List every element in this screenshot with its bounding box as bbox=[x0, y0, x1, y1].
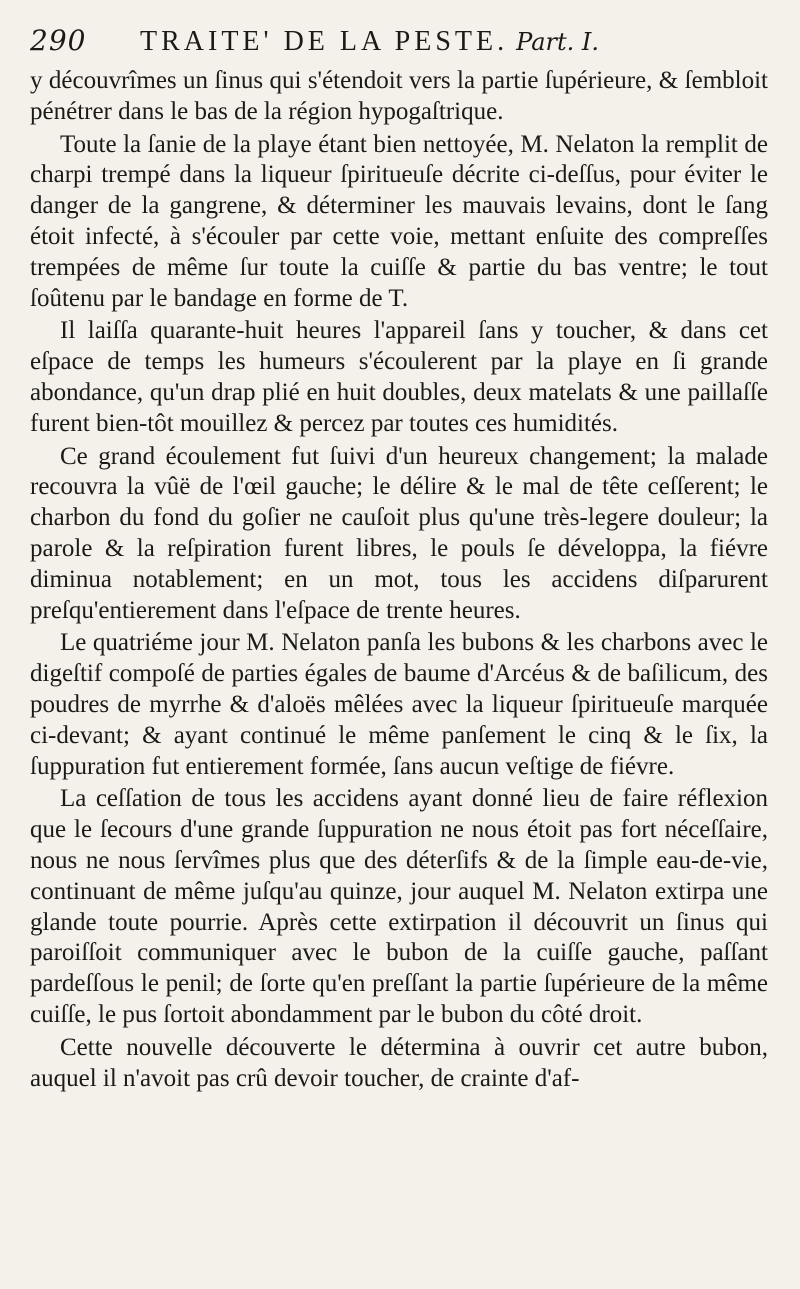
paragraph: Ce grand écoulement fut ſuivi d'un heureux changement; la malade recouvra la vûë de l'œil gauche; le délire & le mal de tête ceſſerent; le charbon du fond du goſier ne cauſoit plus qu'une très-legere douleur; la parole & la reſpiration furent libres, le pouls ſe développa, la fiévre diminua notablement; en un mot, tous les accidens diſparurent preſqu'entierement dans l'eſpace de trente heures. bbox=[30, 442, 768, 624]
paragraph: Cette nouvelle découverte le détermina à ouvrir cet autre bubon, auquel il n'avoit pas crû devoir toucher, de crainte d'af- bbox=[30, 1033, 768, 1092]
page-number: 290 bbox=[30, 24, 87, 57]
paragraph: La ceſſation de tous les accidens ayant donné lieu de faire réflexion que le ſecours d'une grande ſuppuration ne nous étoit pas fort néceſſaire, nous ne nous ſervîmes plus que des déterſifs & de la ſimple eau-de-vie, continuant de même juſqu'au quinze, jour auquel M. Nelaton extirpa une glande toute pourrie. Après cette extirpation il découvrit un ſinus qui paroiſſoit communiquer avec le bubon de la cuiſſe gauche, paſſant pardeſſous le penil; de ſorte qu'en preſſant la partie ſupérieure de la même cuiſſe, le pus ſortoit abondamment par le bubon du côté droit. bbox=[30, 785, 768, 1028]
part-label: Part. I. bbox=[516, 28, 600, 56]
page-body bbox=[30, 66, 768, 1096]
running-title: TRAITE' DE LA PESTE. bbox=[140, 26, 509, 57]
paragraph: Toute la ſanie de la playe étant bien nettoyée, M. Nelaton la remplit de charpi trempé dans la liqueur ſpiritueuſe décrite ci-deſſus, pour éviter le danger de la gangrene, & déterminer les mauvais levains, dont le ſang étoit infecté, à s'écouler par cette voie, mettant enſuite des compreſſes trempées de même ſur toute la cuiſſe & partie du bas ventre; le tout ſoûtenu par le bandage en forme de T. bbox=[30, 130, 768, 312]
paragraph: Il laiſſa quarante-huit heures l'appareil ſans y toucher, & dans cet eſpace de temps les humeurs s'écoulerent par la playe en ſi grande abondance, qu'un drap plié en huit doubles, deux matelats & une paillaſſe furent bien-tôt mouillez & percez par toutes ces humidités. bbox=[30, 317, 768, 437]
paragraph: Le quatriéme jour M. Nelaton panſa les bubons & les charbons avec le digeſtif compoſé de parties égales de baume d'Arcéus & de baſilicum, des poudres de myrrhe & d'aloës mêlées avec la liqueur ſpiritueuſe marquée ci-devant; & ayant continué le même panſement le cinq & le ſix, la ſuppuration fut entierement formée, ſans aucun veſtige de fiévre. bbox=[30, 629, 768, 780]
page-header bbox=[30, 24, 768, 64]
paragraph: y découvrîmes un ſinus qui s'étendoit vers la partie ſupérieure, & ſembloit pénétrer dans le bas de la région hypogaſtrique. bbox=[30, 67, 768, 125]
